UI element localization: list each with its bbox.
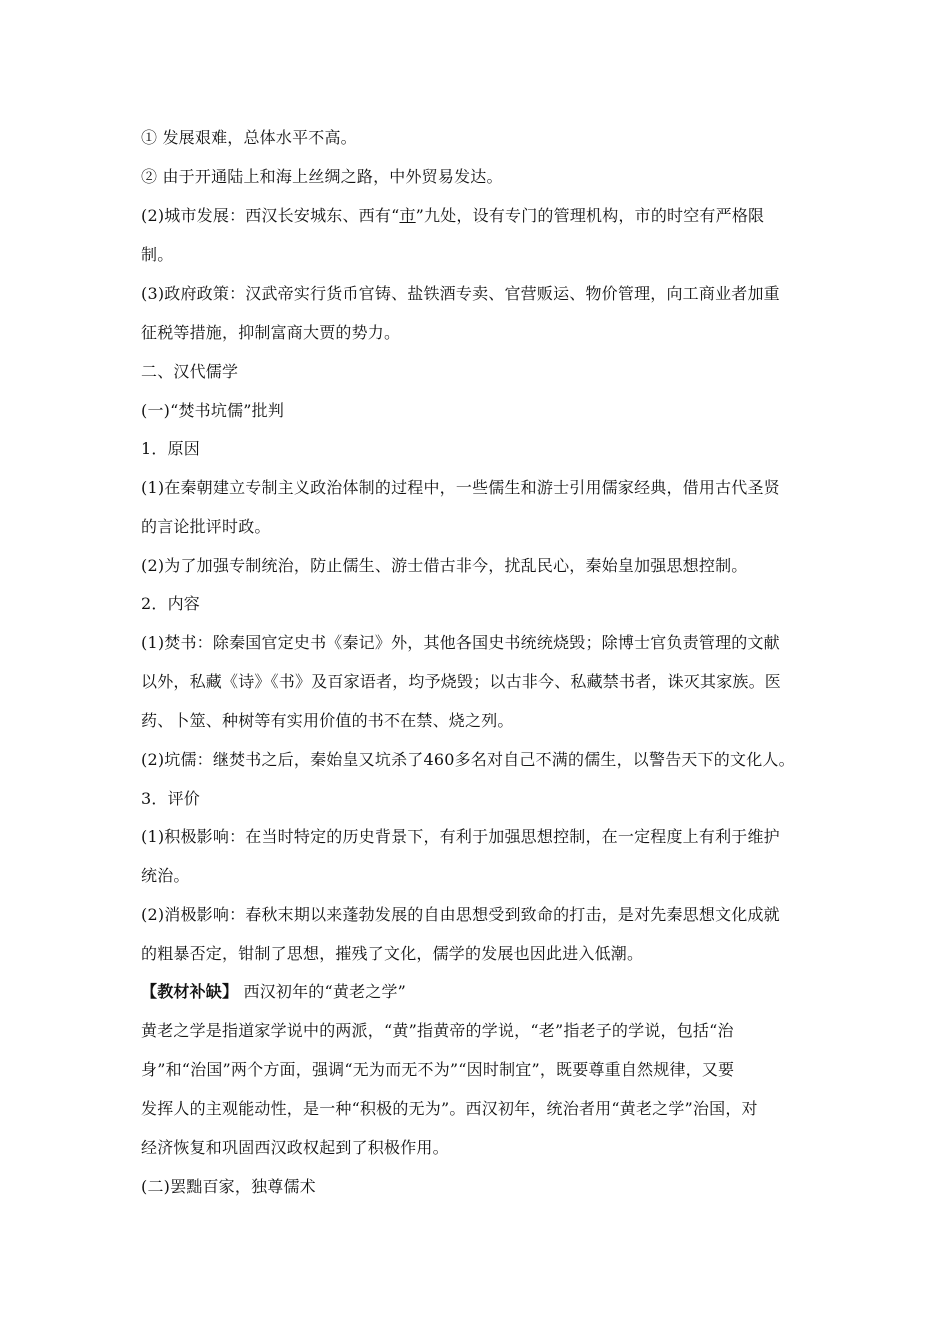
supplement-tag: 【教材补缺】 — [141, 982, 239, 1001]
item-heading: 2．内容 — [141, 594, 200, 613]
text-line: 药、卜筮、种树等有实用价值的书不在禁、烧之列。 — [141, 711, 514, 730]
subsection-heading: (二)罢黜百家，独尊儒术 — [141, 1177, 316, 1196]
text-line: ① 发展艰难，总体水平不高。 — [141, 128, 357, 147]
text-line: 的言论批评时政。 — [141, 517, 271, 536]
text-line: (1)焚书：除秦国官定史书《秦记》外，其他各国史书统统烧毁；除博士官负责管理的文献 — [141, 633, 780, 652]
text-line: 征税等措施，抑制富商大贾的势力。 — [141, 323, 401, 342]
text-line: 以外，私藏《诗》《书》及百家语者，均予烧毁；以古非今、私藏禁书者，诛灭其家族。医 — [141, 672, 782, 691]
text-line: 发挥人的主观能动性，是一种“积极的无为”。西汉初年，统治者用“黄老之学”治国，对 — [141, 1099, 758, 1118]
text-line: 制。 — [141, 245, 174, 264]
text-line: (3)政府政策：汉武帝实行货币官铸、盐铁酒专卖、官营贩运、物价管理，向工商业者加重 — [141, 284, 780, 303]
supplement-title: 西汉初年的“黄老之学” — [243, 982, 407, 1001]
text-line: 统治。 — [141, 866, 190, 885]
text-line: (1)积极影响：在当时特定的历史背景下，有利于加强思想控制，在一定程度上有利于维护 — [141, 827, 780, 846]
text-line: 身”和“治国”两个方面，强调“无为而无不为”“因时制宜”，既要尊重自然规律，又要 — [141, 1060, 735, 1079]
text-line: (2)坑儒：继焚书之后，秦始皇又坑杀了460多名对自己不满的儒生，以警告天下的文化人。 — [141, 750, 795, 769]
text-line: ② 由于开通陆上和海上丝绸之路，中外贸易发达。 — [141, 167, 503, 186]
item-heading: 1．原因 — [141, 439, 200, 458]
text-line: (2)消极影响：春秋末期以来蓬勃发展的自由思想受到致命的打击，是对先秦思想文化成就 — [141, 905, 780, 924]
text-line: (1)在秦朝建立专制主义政治体制的过程中，一些儒生和游士引用儒家经典，借用古代圣贤 — [141, 478, 780, 497]
underlined-term: 市 — [399, 206, 416, 225]
text-segment: (2)城市发展：西汉长安城东、西有“ — [141, 206, 400, 225]
item-heading: 3．评价 — [141, 789, 200, 808]
section-heading: 二、汉代儒学 — [141, 362, 239, 381]
text-line — [141, 206, 813, 226]
supplement-heading — [141, 982, 813, 1002]
text-segment: ”九处，设有专门的管理机构，市的时空有严格限 — [415, 206, 765, 225]
text-line: 黄老之学是指道家学说中的两派，“黄”指黄帝的学说，“老”指老子的学说，包括“治 — [141, 1021, 734, 1040]
text-line: 经济恢复和巩固西汉政权起到了积极作用。 — [141, 1138, 449, 1157]
text-line: (2)为了加强专制统治，防止儒生、游士借古非今，扰乱民心，秦始皇加强思想控制。 — [141, 556, 748, 575]
text-line: 的粗暴否定，钳制了思想，摧残了文化，儒学的发展也因此进入低潮。 — [141, 944, 644, 963]
subsection-heading: (一)“焚书坑儒”批判 — [141, 401, 285, 420]
